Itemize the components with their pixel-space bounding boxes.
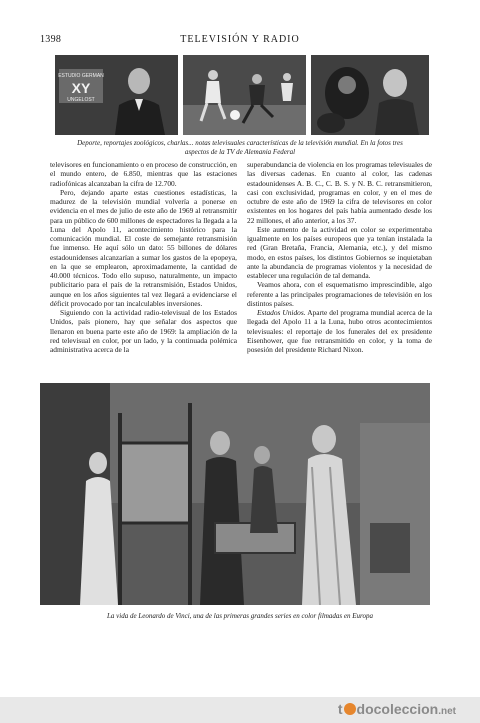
zoo-image (311, 55, 429, 135)
photo1-text-bot: UNGELOST (67, 97, 95, 103)
tv-presenter-image (55, 55, 178, 135)
page-number: 1398 (40, 34, 62, 45)
right-paragraph-3: Veamos ahora, con el esquematismo imprescindible, algo referente a las principales programaciones de televisión en los distintos países. (247, 280, 432, 308)
watermark-logo (338, 701, 456, 717)
text-column-left (50, 160, 237, 354)
photo-tv-presenter (55, 55, 178, 135)
section-label-estados-unidos: Estados Unidos. (257, 308, 306, 317)
photo-football (183, 55, 306, 135)
left-paragraph-2: Pero, dejando aparte estas cuestiones estadísticas, la madurez de la televisión mundial volvería a ponerse en evidencia en el mes de julio de este año de 1969 al retransmitir para un público de 600 millones de espectadores la llegada a la Luna del Apolo 11, acontecimiento histórico para la comunicación mundial. El coste de semejante retransmisión fue inmenso. He aquí sólo un dato: 55 billones de dólares estadounidenses alcanzarían a sumar los gastos de la epopeya, en la que se emplearon, aproximadamente, la cantidad de 40.000 técnicos. Todo ello supuso, naturalmente, un impacto publicitario para el país de la retransmisión, Estados Unidos, aunque en los años siguientes tal vez llegará a evidenciarse el déficit provocado por tan incalculables inversiones. (50, 187, 237, 308)
right-paragraph-4-text: Aparte del programa mundial acerca de la llegada del Apolo 11 a la Luna, hubo otros acontecimientos televisuales: el reportaje de los funerales del ex presidente Eisenhower, que fue retransmitido en color, y la toma de posesión del presidente Richard Nixon. (247, 308, 432, 354)
top-caption-line-1: Deporte, reportajes zoológicos, charlas... notas televisuales características de la televisión mundial. En la fotos tres (77, 139, 403, 147)
text-column-right (247, 160, 432, 354)
football-image (183, 55, 306, 135)
watermark-brand-left: t (337, 701, 343, 717)
watermark-circle-icon (344, 703, 356, 715)
watermark-brand-right: docoleccion (356, 701, 439, 717)
leonardo-scene-image (40, 383, 430, 605)
top-photos-caption (40, 139, 440, 156)
right-paragraph-1: superabundancia de violencia en los programas televisuales de las diversas cadenas. En cuanto al color, las cadenas estadounidenses A. B. C., C. B. S. y N. B. C. retransmitieron, casi con exclusividad, programas en color, y en el mes de octubre de este año de 1969 la cifra de televisores en color existentes en los hogares del país había aumentado desde los 22 millones, el año anterior, a los 37. (247, 160, 432, 225)
watermark-suffix: .net (438, 706, 456, 717)
right-paragraph-4 (247, 308, 432, 354)
left-paragraph-3: Siguiendo con la actividad radio-televisual de los Estados Unidos, país pionero, hay que señalar dos aspectos que llenaron en buena parte este año de 1969: la ampliación de la red televisual en color, por un lado, y la continuada polémica administrativa acerca de la (50, 308, 237, 354)
main-photo-caption: La vida de Leonardo de Vinci, una de las primeras grandes series en color filmadas en Europa (107, 612, 373, 620)
page-header (40, 34, 440, 48)
photo1-text-top: ESTUDIO GERMAN (58, 73, 104, 79)
left-paragraph-1: televisores en funcionamiento o en proceso de construcción, en el mundo entero, de 6.850, mientras que las estaciones radiofónicas alcanzaban la cifra de 12.700. (50, 160, 237, 188)
running-title: TELEVISIÓN Y RADIO (180, 34, 300, 45)
top-caption-line-2: aspectos de la TV de Alemania Federal (184, 147, 296, 156)
photo1-text-mid: XY (71, 80, 91, 96)
photo-leonardo-series (40, 383, 430, 605)
photo-zoo (311, 55, 429, 135)
right-paragraph-2: Este aumento de la actividad en color se experimentaba igualmente en los países europeos que ya tenían instalada la red (Gran Bretaña, Francia, Alemania, etc.), y del mismo modo, en estos países, los distintos Gobiernos se inquietaban ante la abundancia de programas violentos y la necesidad de establecer una regulación de tal demanda. (247, 224, 432, 280)
watermark-bar (0, 697, 480, 723)
